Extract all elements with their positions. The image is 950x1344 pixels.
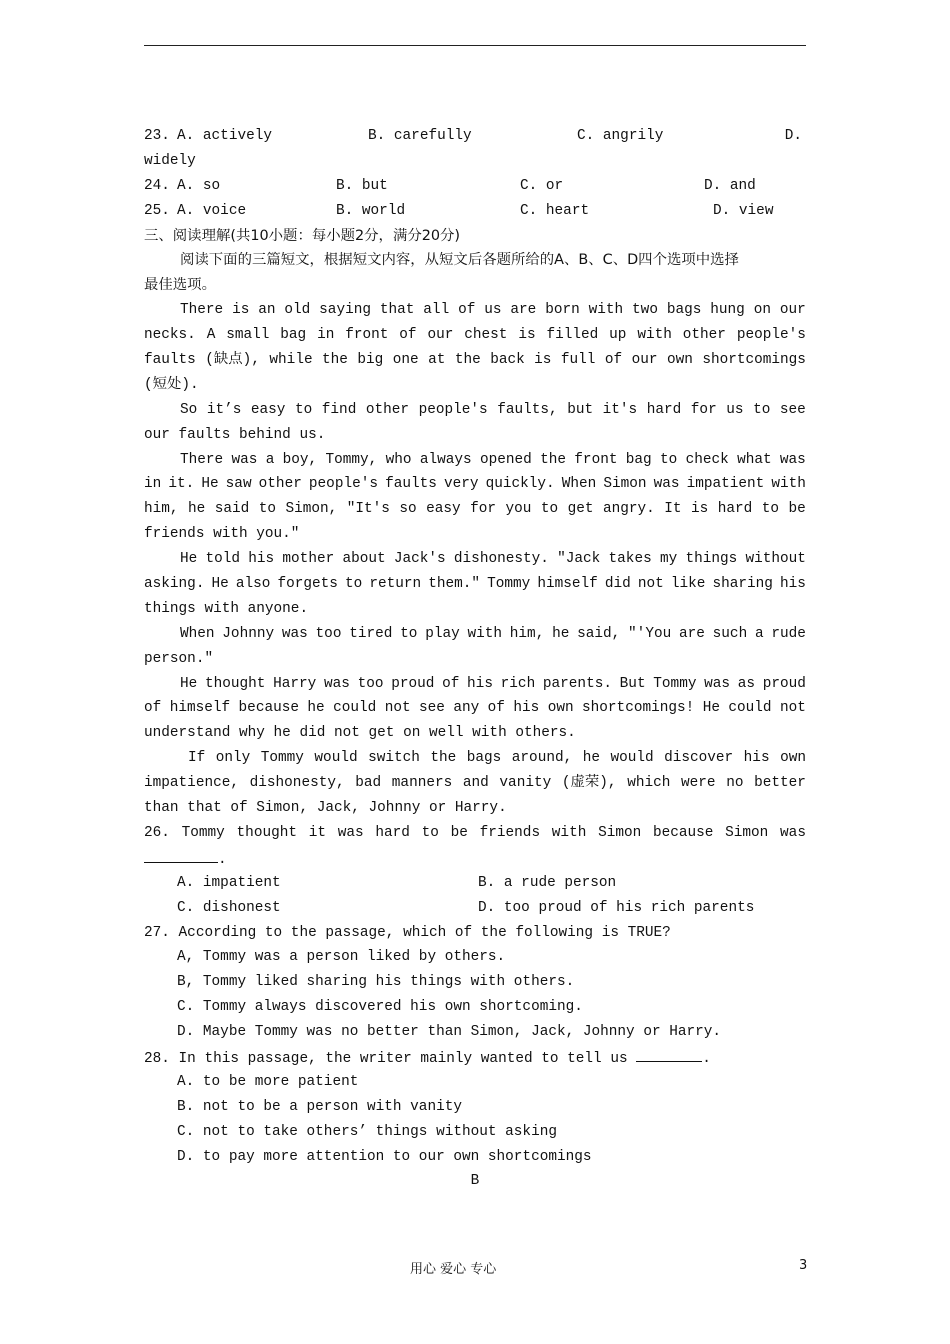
word: about — [342, 551, 386, 568]
word: is — [232, 302, 250, 319]
option-c: C. heart — [520, 202, 590, 219]
word: us — [726, 401, 744, 418]
word: discover — [664, 750, 734, 767]
word: around, — [511, 750, 573, 767]
word: chest — [464, 327, 508, 344]
word: switch — [368, 750, 420, 767]
word: asking. — [144, 576, 205, 593]
word: Tommy — [487, 576, 531, 593]
word: dishonesty, — [249, 775, 345, 792]
question-28-option-a: A. to be more patient — [177, 1073, 359, 1090]
word: rude — [771, 625, 806, 642]
word: it's — [602, 401, 638, 418]
word: (虚荣), — [561, 775, 617, 792]
word: them." — [428, 576, 481, 593]
word: So — [180, 401, 198, 418]
passage-line: friends with you." — [144, 526, 300, 543]
word: not — [779, 700, 806, 717]
question-27-option-a: A, Tommy was a person liked by others. — [177, 949, 506, 966]
word: a — [754, 625, 764, 642]
word: was — [323, 675, 350, 692]
word: He — [180, 551, 198, 568]
word: thought — [204, 675, 266, 692]
passage-line: things with anyone. — [144, 600, 309, 617]
word: such — [712, 625, 748, 642]
word: Tommy — [181, 824, 225, 841]
word: But — [619, 675, 646, 692]
word: he — [552, 625, 570, 642]
word: told — [205, 551, 241, 568]
word: was — [779, 451, 806, 468]
word: because — [652, 824, 714, 841]
passage-line: than that of Simon, Jack, Johnny or Harry. — [144, 800, 507, 817]
word: dishonesty. — [453, 551, 549, 568]
word: It — [664, 501, 682, 518]
word: own — [666, 352, 693, 369]
word: hung — [710, 302, 745, 319]
option-c: C. or — [520, 177, 564, 194]
word: too — [357, 675, 384, 692]
question-27-option-b: B, Tommy liked sharing his things with others. — [177, 974, 575, 991]
word: return — [369, 576, 422, 593]
word: is — [518, 327, 536, 344]
word: it’s — [206, 401, 242, 418]
word: not — [637, 576, 664, 593]
word: to — [400, 625, 418, 642]
word: his — [513, 700, 540, 717]
word: big — [357, 352, 384, 369]
word: a — [265, 451, 275, 468]
word: boy, — [282, 451, 318, 468]
word: better — [754, 775, 806, 792]
question-number: 24. — [144, 177, 170, 194]
question-25 — [144, 199, 806, 224]
passage-line: person." — [144, 650, 214, 667]
word: back — [490, 352, 525, 369]
word: said — [214, 501, 250, 518]
passage-line: (短处). — [144, 376, 199, 393]
word: are — [678, 625, 705, 642]
page-number: 3 — [799, 1258, 808, 1273]
answer-blank — [636, 1045, 702, 1062]
word: Simon, — [285, 501, 338, 518]
question-27-option-d: D. Maybe Tommy was no better than Simon, Jack, Johnny or Harry. — [177, 1024, 722, 1041]
question-23 — [144, 124, 806, 149]
next-section-label: B — [470, 1173, 480, 1190]
word: impatient — [686, 476, 765, 493]
section-title: 三、阅读理解(共10小题：每小题2分，满分20分) — [144, 227, 461, 244]
word: he — [582, 750, 600, 767]
word: would — [610, 750, 654, 767]
word: with — [588, 302, 624, 319]
word: check — [685, 451, 729, 468]
word: while — [269, 352, 313, 369]
stem-tail: . — [702, 1050, 711, 1067]
word: with — [771, 476, 806, 493]
word: full — [560, 352, 596, 369]
word: easy — [426, 501, 461, 518]
option-a: A. voice — [177, 202, 247, 219]
word: without — [745, 551, 806, 568]
passage-line — [144, 398, 806, 423]
word: are — [510, 302, 537, 319]
word: himself — [537, 576, 598, 593]
word: front — [574, 451, 618, 468]
word: his — [743, 750, 770, 767]
passage-line — [144, 622, 806, 647]
word: rich — [500, 675, 536, 692]
option-a: A. actively — [177, 128, 272, 144]
option-d: D. view — [713, 202, 774, 219]
word: to — [761, 501, 780, 518]
word: to — [421, 824, 439, 841]
word: Johnny — [222, 625, 275, 642]
word: easy — [250, 401, 286, 418]
word: front — [345, 327, 389, 344]
question-26-options-row-2 — [144, 896, 806, 921]
word: to — [294, 401, 313, 418]
word: would — [314, 750, 358, 767]
word: so — [399, 501, 417, 518]
word: Simon — [725, 824, 769, 841]
word: what — [737, 451, 772, 468]
word: saw — [225, 476, 252, 493]
question-27-option-c: C. Tommy always discovered his own shortcoming. — [177, 999, 583, 1016]
word: my — [659, 551, 678, 568]
word: is — [534, 352, 552, 369]
word: faults — [144, 352, 196, 369]
word: Simon — [598, 824, 642, 841]
word: only — [215, 750, 251, 767]
word: necks. — [144, 327, 196, 344]
word: manners — [391, 775, 453, 792]
word: "It's — [346, 501, 390, 518]
page-content — [144, 124, 806, 1194]
word: mother — [282, 551, 335, 568]
word: our — [427, 327, 454, 344]
word: was — [281, 625, 308, 642]
word: very — [443, 476, 479, 493]
question-26-stem — [144, 821, 806, 846]
word: Tommy — [653, 675, 697, 692]
word: other — [258, 476, 302, 493]
word: angry. — [602, 501, 655, 518]
reading-passage — [144, 298, 806, 821]
word: bag — [280, 327, 307, 344]
word: on — [753, 302, 771, 319]
word: proud — [762, 675, 806, 692]
word: of — [399, 327, 417, 344]
question-28-option-c: C. not to take others’ things without asking — [177, 1123, 557, 1140]
question-24 — [144, 174, 806, 199]
word: you — [505, 501, 532, 518]
word: shortcomings! — [582, 700, 695, 717]
word: thought — [236, 824, 297, 841]
word: He — [180, 675, 198, 692]
word: of — [487, 700, 505, 717]
word: opened — [479, 451, 532, 468]
word: find — [321, 401, 357, 418]
stem-text: 28. In this passage, the writer mainly wanted to tell us — [144, 1050, 628, 1067]
option-b: B. but — [336, 177, 388, 194]
word: to — [660, 451, 678, 468]
word: born — [545, 302, 580, 319]
word: He — [211, 576, 229, 593]
word: one — [392, 352, 419, 369]
passage-line — [144, 771, 806, 796]
option-d: D. too proud of his rich parents — [478, 899, 755, 916]
word: also — [235, 576, 271, 593]
answer-blank — [144, 846, 218, 863]
word: he — [307, 700, 325, 717]
word: Simon — [603, 476, 647, 493]
passage-line — [144, 696, 806, 721]
passage-line — [144, 746, 806, 771]
option-c: C. dishonest — [177, 899, 281, 916]
word: himself — [169, 700, 231, 717]
word: people's — [736, 327, 806, 344]
word: was — [231, 451, 258, 468]
word: see — [779, 401, 806, 418]
passage-line — [144, 348, 806, 373]
word: If — [188, 750, 206, 767]
header-rule — [144, 45, 806, 46]
word: faults, — [497, 401, 558, 418]
word: people's — [308, 476, 378, 493]
word: bags — [466, 750, 502, 767]
word: the — [454, 352, 481, 369]
word: was — [653, 476, 680, 493]
word: hard — [717, 501, 753, 518]
word: bad — [355, 775, 382, 792]
question-28-option-d: D. to pay more attention to our own shortcomings — [177, 1148, 592, 1165]
word: us — [484, 302, 502, 319]
stem-tail: . — [218, 851, 227, 868]
word: like — [670, 576, 706, 593]
word: him, — [144, 501, 179, 518]
option-d-continued: widely — [144, 152, 196, 169]
word: to — [753, 401, 771, 418]
passage-line — [144, 572, 806, 597]
word: any — [453, 700, 480, 717]
word: in — [317, 327, 335, 344]
passage-line: our faults behind us. — [144, 426, 326, 443]
word: and — [462, 775, 489, 792]
word: too — [315, 625, 342, 642]
word: at — [428, 352, 446, 369]
passage-line — [144, 497, 806, 522]
word: Harry — [273, 675, 317, 692]
word: other — [365, 401, 410, 418]
word: with — [637, 327, 672, 344]
word: Tommy — [260, 750, 304, 767]
instructions-line-1: 阅读下面的三篇短文，根据短文内容，从短文后各题所给的A、B、C、D四个选项中选择 — [180, 252, 739, 269]
word: for — [470, 501, 497, 518]
word: vanity — [499, 775, 552, 792]
word: old — [284, 302, 311, 319]
instructions-line-2: 最佳选项。 — [144, 277, 216, 294]
passage-line — [144, 547, 806, 572]
word: small — [226, 327, 270, 344]
word: get — [567, 501, 594, 518]
word: that — [379, 302, 415, 319]
option-b: B. a rude person — [478, 874, 617, 891]
word: in — [144, 476, 162, 493]
word: our — [779, 302, 806, 319]
word: When — [180, 625, 215, 642]
word: his — [248, 551, 275, 568]
word: A — [206, 327, 216, 344]
word: was — [780, 824, 806, 841]
word: impatience, — [144, 775, 239, 792]
word: forgets — [277, 576, 338, 593]
word: of — [442, 675, 460, 692]
word: it — [308, 824, 326, 841]
option-d: D. and — [704, 177, 756, 194]
passage-line — [144, 323, 806, 348]
option-b: B. carefully — [368, 128, 472, 144]
word: be — [788, 501, 806, 518]
word: of — [458, 302, 476, 319]
word: two — [632, 302, 658, 319]
word: was — [337, 824, 364, 841]
word: up — [609, 327, 627, 344]
word: for — [690, 401, 717, 418]
word: who — [385, 451, 412, 468]
word: an — [258, 302, 276, 319]
word: but — [567, 401, 594, 418]
word: "'You — [628, 625, 672, 642]
word: He — [201, 476, 219, 493]
word: did — [604, 576, 631, 593]
word: to — [258, 501, 277, 518]
passage-line — [144, 448, 806, 473]
word: shortcomings — [702, 352, 806, 369]
word: the — [322, 352, 348, 369]
word: to — [344, 576, 363, 593]
word: hard — [646, 401, 682, 418]
word: our — [631, 352, 658, 369]
word: parents. — [542, 675, 612, 692]
word: the — [540, 451, 566, 468]
word: as — [737, 675, 756, 692]
word: Tommy, — [325, 451, 378, 468]
question-28-option-b: B. not to be a person with vanity — [177, 1098, 462, 1115]
passage-line — [144, 672, 806, 697]
word: tired — [349, 625, 393, 642]
word: no — [726, 775, 744, 792]
word: (缺点), — [205, 352, 260, 369]
word: sharing — [712, 576, 773, 593]
question-26-blank-line — [144, 846, 806, 871]
word: because — [238, 700, 299, 717]
word: When — [561, 476, 597, 493]
word: filled — [546, 327, 599, 344]
question-number: 23. — [144, 128, 170, 144]
word: which — [627, 775, 671, 792]
option-c: C. angrily — [577, 128, 664, 144]
word: all — [423, 302, 450, 319]
word: bag — [625, 451, 652, 468]
word: to — [540, 501, 559, 518]
word: not — [384, 700, 411, 717]
word: see — [419, 700, 445, 717]
word: is — [691, 501, 709, 518]
word: him, — [509, 625, 545, 642]
word: "Jack — [557, 551, 601, 568]
word: always — [419, 451, 472, 468]
word: quickly. — [485, 476, 555, 493]
question-27-stem: 27. According to the passage, which of the following is TRUE? — [144, 924, 671, 941]
word: proud — [391, 675, 435, 692]
word: own — [547, 700, 574, 717]
word: faults — [385, 476, 437, 493]
word: play — [425, 625, 460, 642]
question-28-stem — [144, 1045, 806, 1070]
word: of — [144, 700, 162, 717]
word: could — [728, 700, 772, 717]
word: things — [685, 551, 738, 568]
word: people's — [418, 401, 488, 418]
option-a: A. so — [177, 177, 221, 194]
word: own — [780, 750, 806, 767]
word: There — [180, 302, 224, 319]
word: his — [467, 675, 493, 692]
word: was — [704, 675, 731, 692]
word: be — [450, 824, 468, 841]
word: could — [333, 700, 377, 717]
question-26-options-row-1 — [144, 871, 806, 896]
word: saying — [319, 302, 371, 319]
option-d: D. — [784, 128, 802, 144]
word: said, — [577, 625, 621, 642]
option-a: A. impatient — [177, 874, 281, 891]
word: hard — [375, 824, 410, 841]
word: were — [681, 775, 716, 792]
word: Jack's — [393, 551, 446, 568]
word: 26. — [144, 824, 170, 841]
word: There — [180, 451, 224, 468]
word: with — [551, 824, 587, 841]
passage-line — [144, 472, 806, 497]
word: his — [779, 576, 806, 593]
word: with — [467, 625, 503, 642]
word: he — [188, 501, 206, 518]
word: bags — [666, 302, 702, 319]
word: it. — [168, 476, 195, 493]
word: other — [682, 327, 726, 344]
word: friends — [479, 824, 541, 841]
word: of — [604, 352, 623, 369]
word: He — [702, 700, 720, 717]
question-number: 25. — [144, 202, 170, 219]
word: the — [430, 750, 457, 767]
passage-line — [144, 298, 806, 323]
option-b: B. world — [336, 202, 406, 219]
footer-motto: 用心 爱心 专心 — [410, 1262, 497, 1277]
passage-line: understand why he did not get on well with others. — [144, 725, 576, 742]
word: takes — [608, 551, 652, 568]
